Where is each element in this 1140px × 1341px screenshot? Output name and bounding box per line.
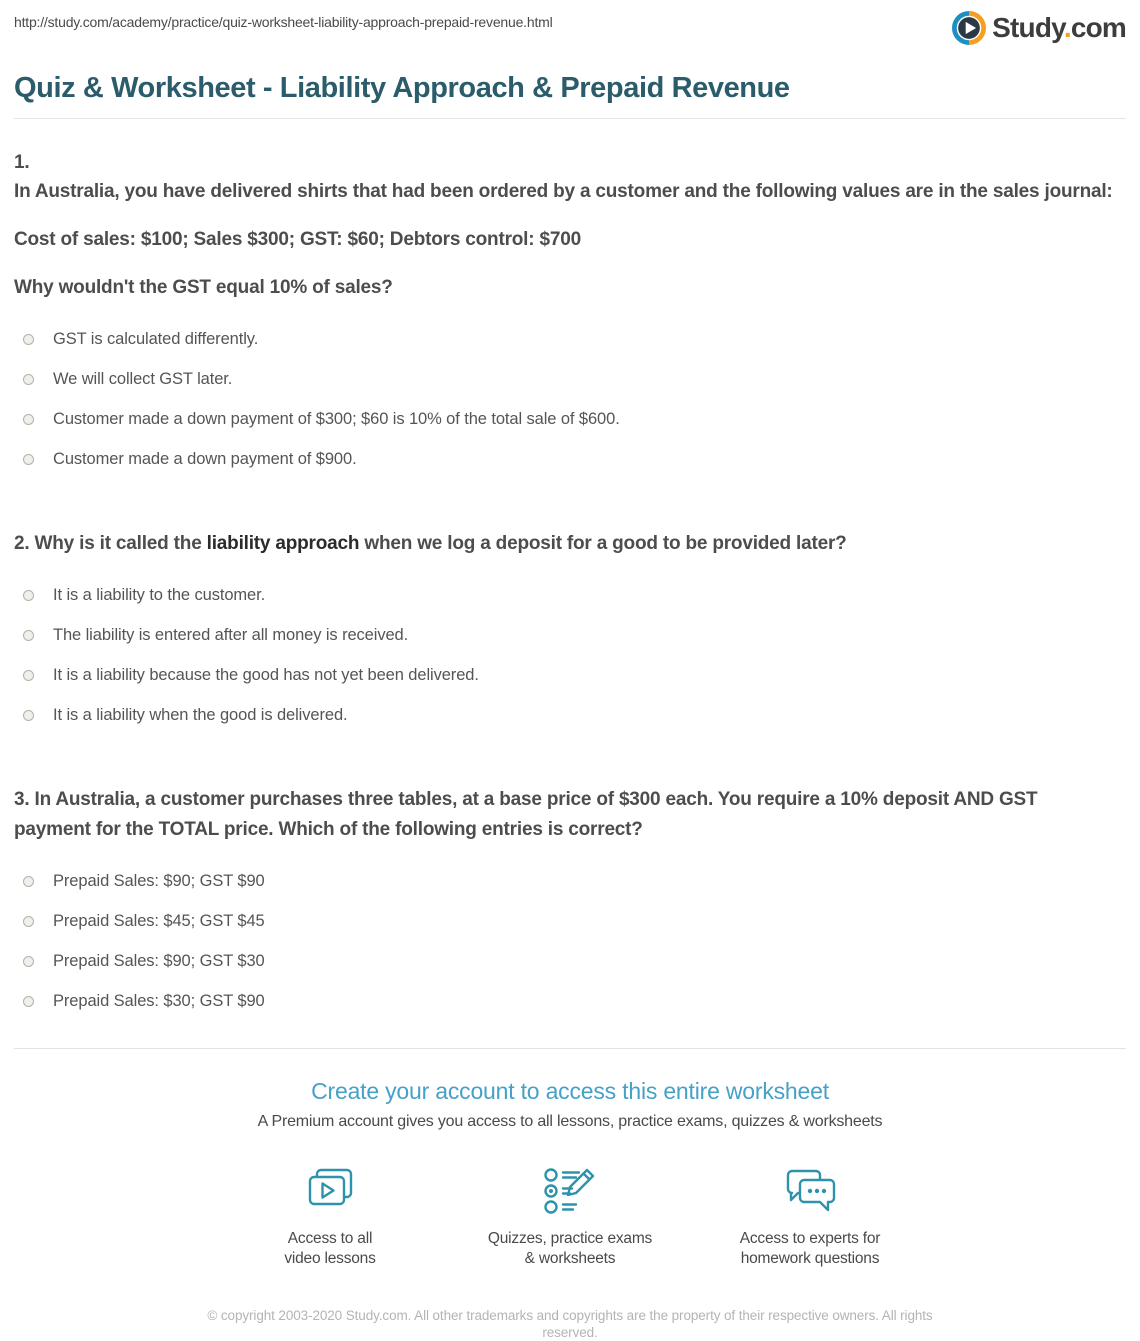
logo-dot: . — [1063, 12, 1071, 43]
feature-caption: Access to experts for homework questions — [739, 1230, 881, 1267]
feature-quizzes-worksheets — [457, 1163, 683, 1269]
radio-button[interactable] — [23, 590, 34, 601]
question-3-options — [14, 871, 1126, 1012]
title-divider — [14, 118, 1126, 119]
radio-button[interactable] — [23, 454, 34, 465]
radio-button[interactable] — [23, 374, 34, 385]
footer-divider — [14, 1048, 1126, 1049]
radio-button[interactable] — [23, 956, 34, 967]
quiz-worksheet-icon — [540, 1163, 600, 1221]
feature-caption: Quizzes, practice exams & worksheets — [487, 1230, 653, 1267]
logo-play-icon — [952, 11, 986, 45]
feature-video-lessons — [217, 1163, 443, 1269]
option-row — [14, 951, 1126, 972]
video-lessons-icon — [302, 1163, 358, 1221]
question-2-suffix: when we log a deposit for a good to be provided later? — [359, 533, 847, 554]
features-row — [217, 1163, 923, 1269]
radio-button[interactable] — [23, 710, 34, 721]
premium-subheading: A Premium account gives you access to all lessons, practice exams, quizzes & worksheets — [257, 1113, 883, 1130]
create-account-link[interactable]: Create your account to access this entire worksheet — [311, 1078, 829, 1104]
feature-homework-experts — [697, 1163, 923, 1269]
option-row — [14, 369, 1126, 390]
option-label[interactable]: It is a liability when the good is delivered. — [53, 706, 348, 724]
radio-button[interactable] — [23, 630, 34, 641]
question-2-prefix: 2. Why is it called the — [14, 533, 207, 554]
radio-button[interactable] — [23, 916, 34, 927]
question-1-prompt: Why wouldn't the GST equal 10% of sales? — [14, 277, 393, 298]
radio-button[interactable] — [23, 334, 34, 345]
option-row — [14, 705, 1126, 726]
chat-experts-icon — [780, 1163, 840, 1221]
option-row — [14, 871, 1126, 892]
option-label[interactable]: Customer made a down payment of $900. — [53, 450, 357, 468]
question-2-keyword: liability approach — [206, 533, 360, 554]
option-row — [14, 665, 1126, 686]
question-1 — [14, 152, 1126, 470]
question-2-options — [14, 585, 1126, 726]
option-row — [14, 409, 1126, 430]
option-row — [14, 585, 1126, 606]
question-2-text — [14, 529, 1119, 559]
option-label[interactable]: We will collect GST later. — [53, 370, 233, 388]
option-label[interactable]: It is a liability because the good has not yet been delivered. — [53, 666, 479, 684]
radio-button[interactable] — [23, 414, 34, 425]
option-row — [14, 329, 1126, 350]
option-label[interactable]: It is a liability to the customer. — [53, 586, 266, 604]
question-2 — [14, 529, 1126, 726]
option-label[interactable]: GST is calculated differently. — [53, 330, 259, 348]
option-row — [14, 991, 1126, 1012]
page-header — [0, 0, 1140, 46]
copyright-text: © copyright 2003-2020 Study.com. All other trademarks and copyrights are the property of their respective owners. All rights reserved. — [207, 1308, 933, 1340]
page-url: http://study.com/academy/practice/quiz-worksheet-liability-approach-prepaid-revenue.html — [14, 14, 553, 30]
question-1-text: In Australia, you have delivered shirts that had been ordered by a customer and the following values are in the sales journal: — [14, 181, 1113, 202]
feature-caption: Access to all video lessons — [284, 1230, 376, 1267]
option-row — [14, 911, 1126, 932]
radio-button[interactable] — [23, 996, 34, 1007]
option-label[interactable]: Prepaid Sales: $90; GST $30 — [53, 952, 265, 970]
radio-button[interactable] — [23, 876, 34, 887]
question-3-text: 3. In Australia, a customer purchases three tables, at a base price of $300 each. You require a 10% deposit AND GST payment for the TOTAL price. Which of the following entries is correct? — [14, 789, 1038, 840]
footer — [0, 1078, 1140, 1341]
question-3 — [14, 785, 1126, 1012]
option-label[interactable]: The liability is entered after all money is received. — [53, 626, 409, 644]
page-title: Quiz & Worksheet - Liability Approach & Prepaid Revenue — [14, 72, 790, 104]
question-1-values: Cost of sales: $100; Sales $300; GST: $60; Debtors control: $700 — [14, 229, 581, 250]
option-label[interactable]: Prepaid Sales: $45; GST $45 — [53, 912, 265, 930]
option-label[interactable]: Prepaid Sales: $30; GST $90 — [53, 992, 265, 1010]
option-row — [14, 449, 1126, 470]
question-1-options — [14, 329, 1126, 470]
question-1-number: 1. — [14, 152, 30, 173]
radio-button[interactable] — [23, 670, 34, 681]
studycom-logo[interactable] — [952, 10, 1126, 46]
option-row — [14, 625, 1126, 646]
logo-text: Study.com — [992, 12, 1126, 43]
option-label[interactable]: Prepaid Sales: $90; GST $90 — [53, 872, 265, 890]
option-label[interactable]: Customer made a down payment of $300; $60 is 10% of the total sale of $600. — [53, 410, 620, 428]
